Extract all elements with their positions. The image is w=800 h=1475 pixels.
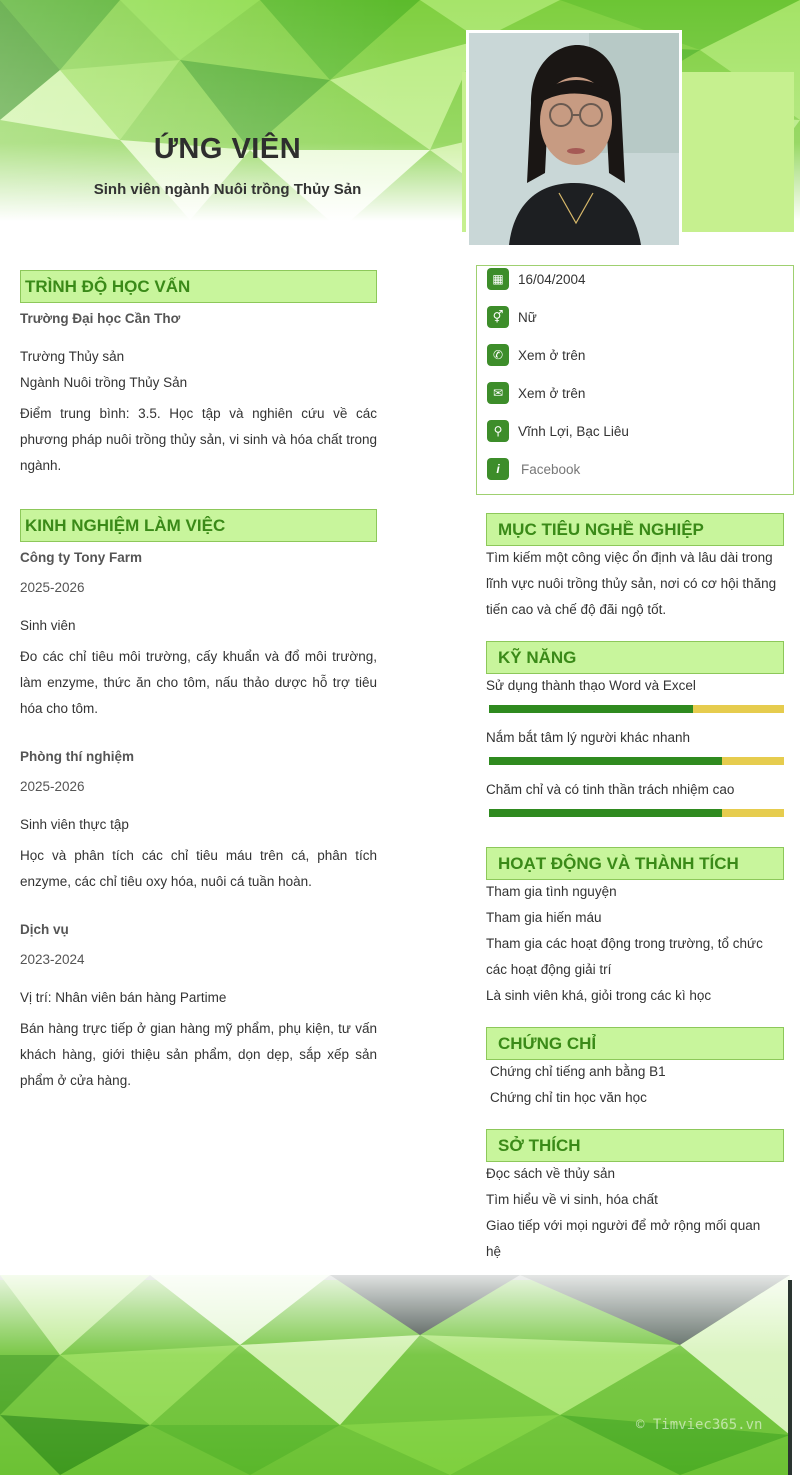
experience-description: Bán hàng trực tiếp ở gian hàng mỹ phẩm, phụ kiện, tư vấn khách hàng, giới thiệu sản phẩm, dọn dẹp, sắp xếp sản phẩm ở cửa hàng. (20, 1021, 377, 1088)
email-text: Xem ở trên (518, 385, 586, 401)
experience-company: Công ty Tony Farm (20, 550, 143, 565)
skill-name: Chăm chỉ và có tinh thần trách nhiệm cao (486, 782, 735, 797)
skill-name: Sử dụng thành thạo Word và Excel (486, 678, 696, 693)
activity-item: Tham gia tình nguyện (486, 884, 617, 899)
skill-bar-fill (489, 705, 693, 713)
education-faculty: Trường Thủy sản (20, 349, 125, 364)
activity-item: Tham gia hiến máu (486, 910, 602, 925)
phone-text: Xem ở trên (518, 347, 586, 363)
contact-row-birthday (487, 267, 586, 291)
experience-heading: KINH NGHIỆM LÀM VIỆC (20, 509, 377, 542)
avatar (466, 30, 682, 248)
contact-row-social[interactable] (487, 457, 580, 481)
experience-period: 2025-2026 (20, 580, 85, 595)
experience-description: Học và phân tích các chỉ tiêu máu trên cá, phân tích enzyme, các chỉ tiêu oxy hóa, nuôi cá tuần hoàn. (20, 848, 377, 889)
education-major: Ngành Nuôi trồng Thủy Sản (20, 375, 188, 390)
certificate-item: Chứng chỉ tin học văn học (490, 1090, 647, 1105)
experience-company: Phòng thí nghiệm (20, 749, 134, 764)
education-description: Điểm trung bình: 3.5. Học tập và nghiên cứu về các phương pháp nuôi trồng thủy sản, vi sinh và hóa chất trong ngành. (20, 406, 377, 473)
candidate-subtitle: Sinh viên ngành Nuôi trồng Thủy Sản (93, 181, 362, 198)
avatar-photo (469, 33, 679, 245)
objective-heading: MỤC TIÊU NGHỀ NGHIỆP (486, 513, 784, 546)
location-icon: ⚲ (487, 420, 509, 442)
objective-text: Tìm kiếm một công việc ổn định và lâu dài trong lĩnh vực nuôi trồng thủy sản, nơi có cơ hội thăng tiến cao và chế độ đãi ngộ tốt. (486, 550, 777, 617)
address-text: Vĩnh Lợi, Bạc Liêu (518, 423, 629, 439)
email-icon: ✉ (487, 382, 509, 404)
hobby-item: Giao tiếp với mọi người để mở rộng mối quan hệ (486, 1218, 761, 1259)
contact-row-email (487, 381, 585, 405)
experience-period: 2023-2024 (20, 952, 85, 967)
watermark: © Timviec365.vn (636, 1417, 763, 1433)
education-school: Trường Đại học Cần Thơ (20, 311, 181, 326)
contact-info-box (476, 265, 794, 495)
experience-role: Sinh viên thực tập (20, 817, 129, 832)
hobby-item: Đọc sách về thủy sản (486, 1166, 616, 1181)
skill-bar-fill (489, 757, 722, 765)
skill-bar (489, 809, 784, 817)
footer-background (0, 1275, 800, 1475)
info-icon: i (487, 458, 509, 480)
activity-item: Tham gia các hoạt động trong trường, tổ chức các hoạt động giải trí (486, 936, 763, 977)
skill-bar-fill (489, 809, 722, 817)
skill-bar (489, 757, 784, 765)
phone-icon: ✆ (487, 344, 509, 366)
hobby-item: Tìm hiểu về vi sinh, hóa chất (486, 1192, 658, 1207)
experience-description: Đo các chỉ tiêu môi trường, cấy khuẩn và đổ môi trường, làm enzyme, thức ăn cho tôm, nấu thảo dược hỗ trợ tiêu hóa cho tôm. (20, 649, 377, 716)
activity-item: Là sinh viên khá, giỏi trong các kì học (486, 988, 712, 1003)
birthday-text: 16/04/2004 (518, 271, 586, 287)
candidate-name: ỨNG VIÊN (153, 133, 302, 165)
experience-role: Sinh viên (20, 618, 76, 633)
experience-period: 2025-2026 (20, 779, 85, 794)
activities-heading: HOẠT ĐỘNG VÀ THÀNH TÍCH (486, 847, 784, 880)
gender-icon: ⚥ (487, 306, 509, 328)
education-heading: TRÌNH ĐỘ HỌC VẤN (20, 270, 377, 303)
gender-text: Nữ (518, 309, 537, 325)
skill-bar (489, 705, 784, 713)
experience-role: Vị trí: Nhân viên bán hàng Partime (20, 990, 227, 1005)
certificate-item: Chứng chỉ tiếng anh bằng B1 (490, 1064, 666, 1079)
facebook-link[interactable]: Facebook (521, 461, 581, 477)
skill-name: Nắm bắt tâm lý người khác nhanh (486, 730, 690, 745)
certificates-heading: CHỨNG CHỈ (486, 1027, 784, 1060)
skills-heading: KỸ NĂNG (486, 641, 784, 674)
contact-row-address (487, 419, 629, 443)
contact-row-phone (487, 343, 585, 367)
calendar-icon: ▦ (487, 268, 509, 290)
hobbies-heading: SỞ THÍCH (486, 1129, 784, 1162)
experience-company: Dịch vụ (20, 922, 69, 937)
contact-row-gender (487, 305, 537, 329)
